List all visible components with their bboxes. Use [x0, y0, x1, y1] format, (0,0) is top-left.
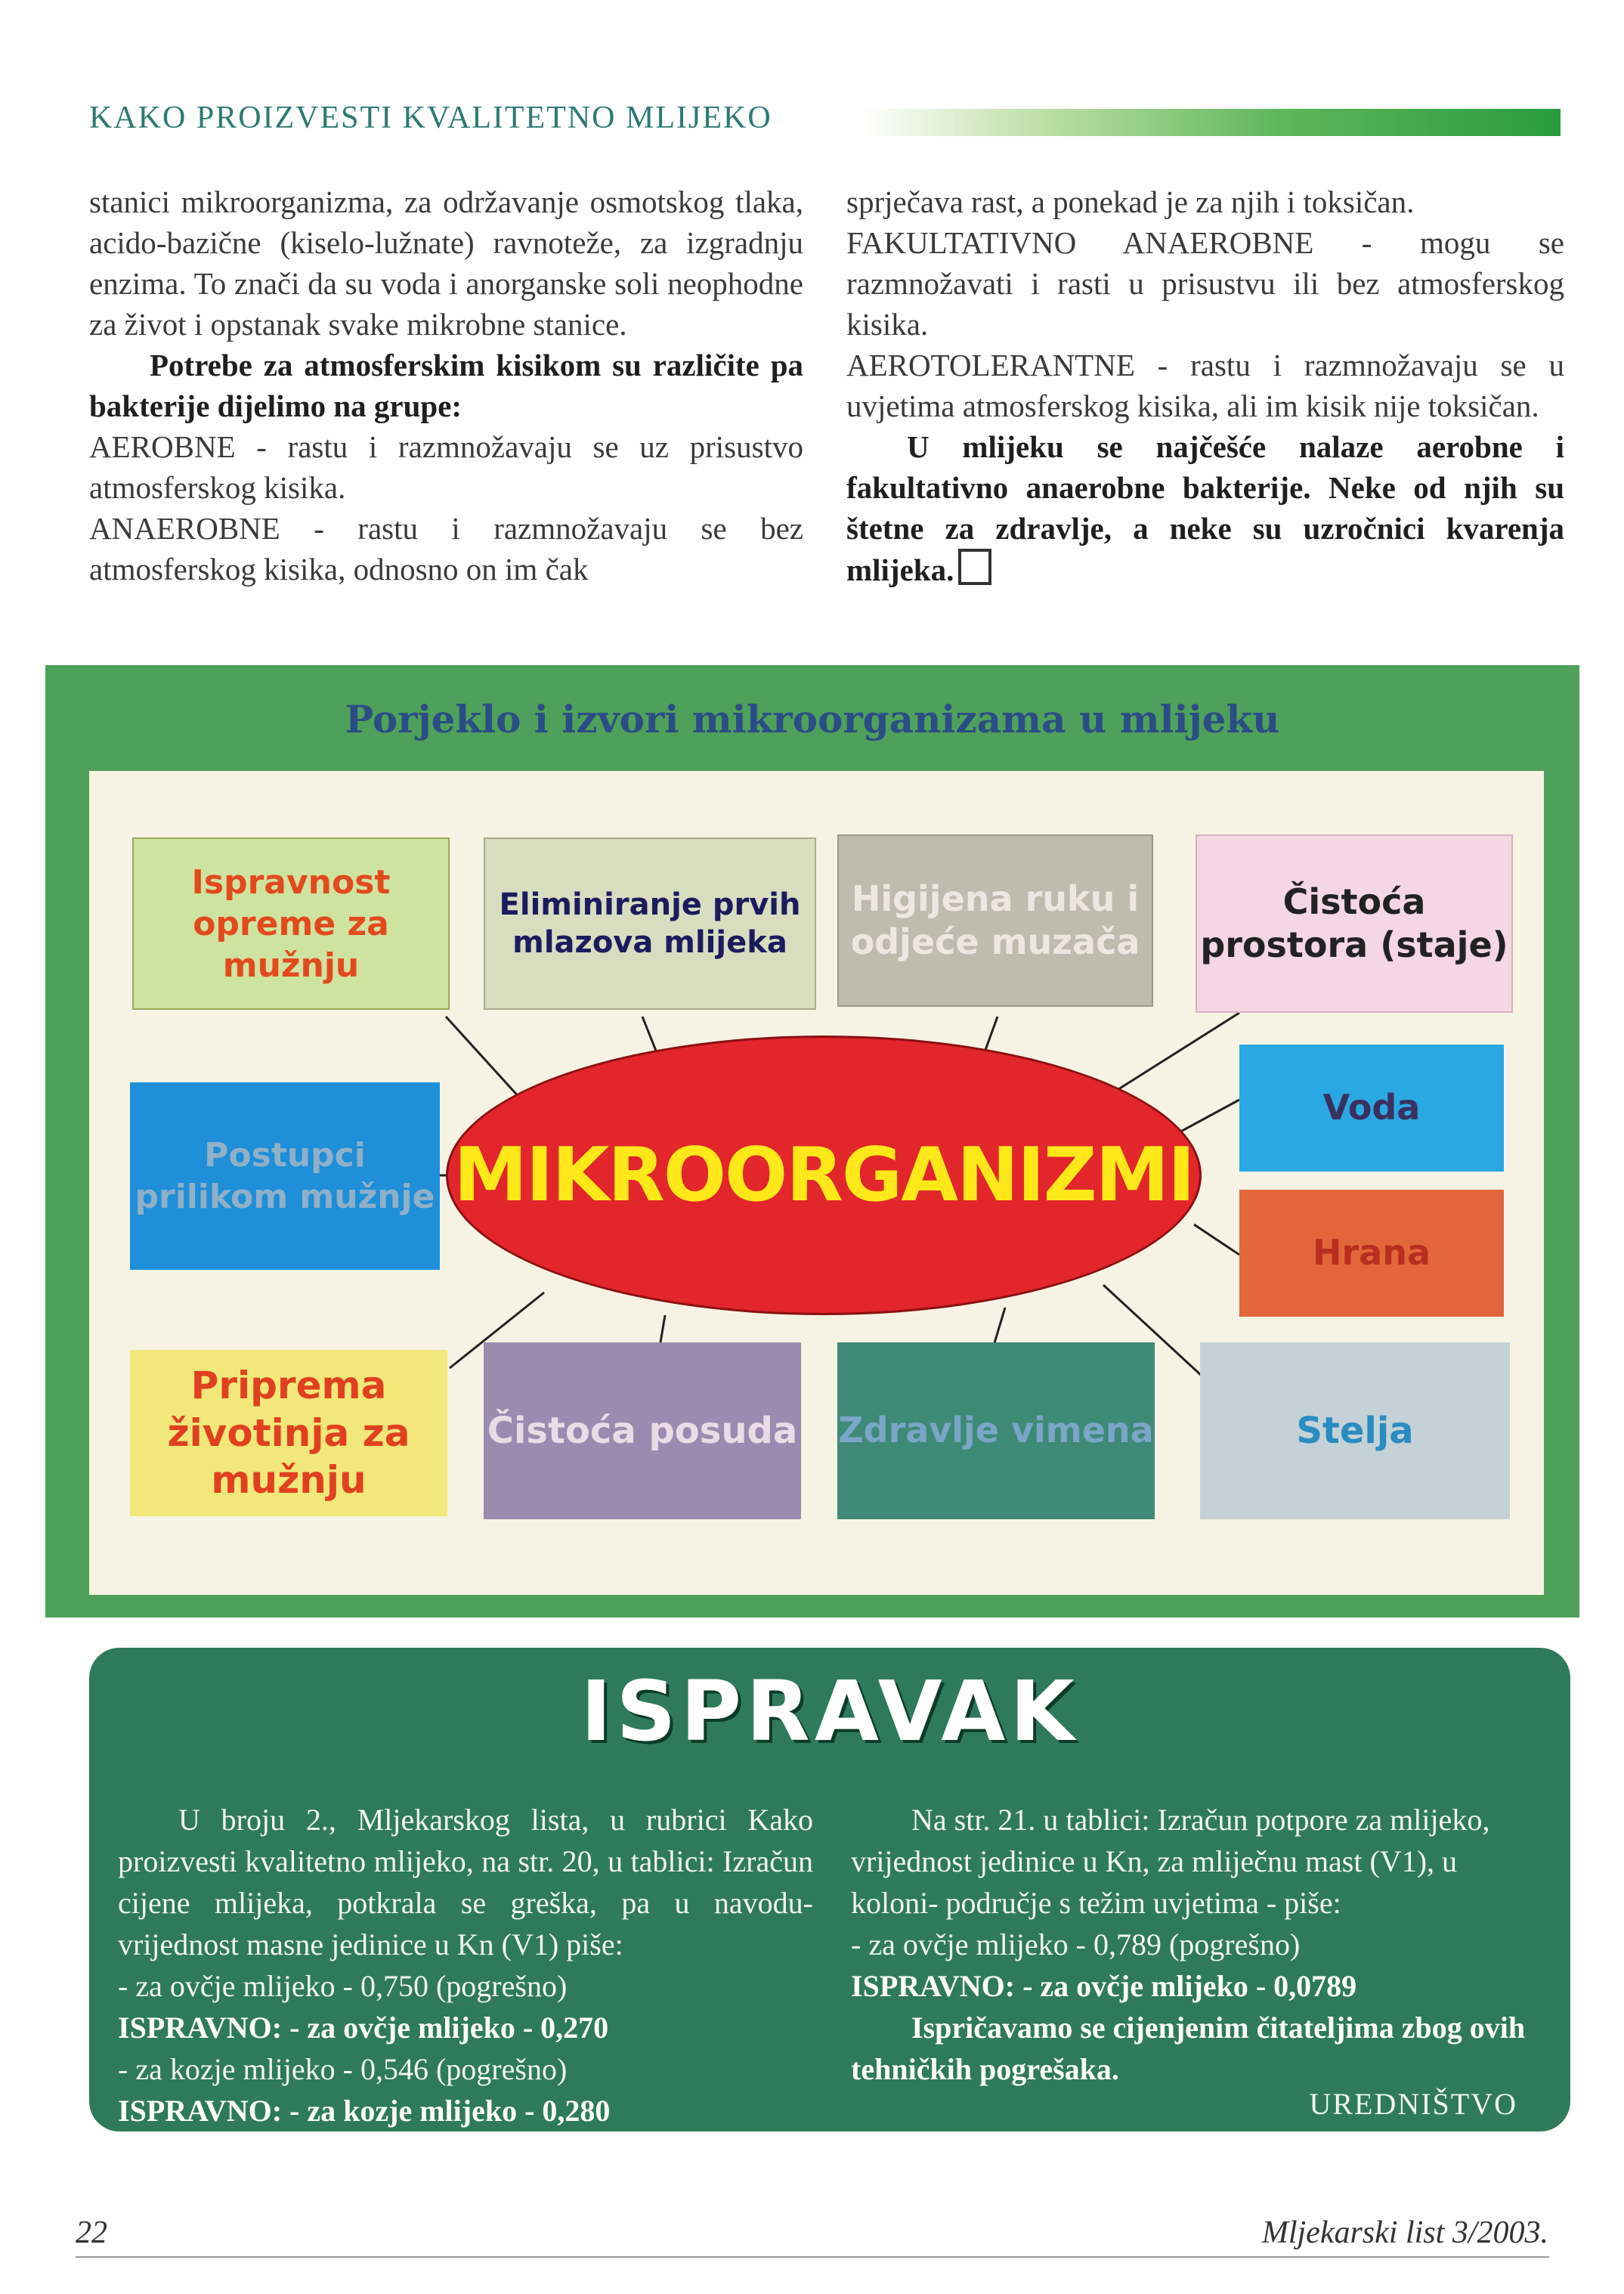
errata-correction: ISPRAVNO: - za ovčje mlijeko - 0,270 [118, 2011, 609, 2045]
errata-apology: Ispričavamo se cijenjenim čitateljima zbog ovih tehničkih pogrešaka. [851, 2011, 1526, 2086]
errata-text: - za kozje mlijeko - 0,546 (pogrešno) [118, 2052, 568, 2086]
box-eliminiranje-mlazova: Eliminiranje prvih mlazova mlijeka [484, 837, 816, 1010]
box-postupci-muznje: Postupci prilikom mužnje [130, 1082, 440, 1270]
running-header: KAKO PROIZVESTI KVALITETNO MLIJEKO [89, 101, 772, 135]
paragraph: stanici mikroorganizma, za održavanje osmotskog tlaka, acido-bazične (kiselo-lužnate) ravnoteže, za izgradnju enzima. To znači da su voda i anorganske soli neophodne za život i opstanak svake mikrobne stanice. [89, 184, 803, 342]
errata-left-column [118, 1799, 813, 2131]
diagram-title: Porjeklo i izvori mikroorganizama u mlijeku [345, 697, 1280, 741]
box-priprema-zivotinja: Priprema životinja za mužnju [130, 1350, 447, 1516]
errata-correction: ISPRAVNO: - za kozje mlijeko - 0,280 [118, 2094, 611, 2128]
errata-text: Na str. 21. u tablici: Izračun potpore za mlijeko, vrijednost jedinice u Kn, za mliječnu mast (V1), u koloni- područje s težim uvjetima - piše: [851, 1803, 1490, 1920]
paragraph: AEROBNE - rastu i razmnožavaju se uz prisustvo atmosferskog kisika. [89, 429, 803, 505]
paragraph: ANAEROBNE - rastu i razmnožavaju se bez atmosferskog kisika, odnosno on im čak [89, 511, 803, 587]
errata-text: U broju 2., Mljekarskog lista, u rubrici Kako proizvesti kvalitetno mlijeko, na str. 20, u tablici: Izračun cijene mlijeka, potkrala se greška, pa u navodu-vrijednost masne jedinice u Kn (V1) piše: [118, 1803, 813, 1961]
box-stelja: Stelja [1200, 1342, 1510, 1519]
paragraph-bold: U mlijeku se najčešće nalaze aerobne i fakultativno anaerobne bakterije. Neke od njih su štetne za zdravlje, a neke su uzročnici kvarenja mlijeka. [846, 429, 1564, 587]
page-number: 22 [76, 2215, 107, 2250]
box-hrana: Hrana [1239, 1190, 1504, 1317]
errata-title: ISPRAVAK [580, 1663, 1079, 1760]
box-cistoca-posuda: Čistoća posuda [484, 1342, 801, 1519]
journal-issue: Mljekarski list 3/2003. [1261, 2215, 1548, 2250]
errata-box [89, 1648, 1570, 2131]
box-voda: Voda [1239, 1045, 1504, 1172]
paragraph-bold: Potrebe za atmosferskim kisikom su različite pa bakterije dijelimo na grupe: [89, 348, 803, 423]
errata-correction: ISPRAVNO: - za ovčje mlijeko - 0,0789 [851, 1969, 1357, 2003]
paragraph: sprječava rast, a ponekad je za njih i toksičan. [846, 184, 1415, 219]
box-higijena-ruku: Higijena ruku i odjeće muzača [837, 834, 1153, 1007]
paragraph: AEROTOLERANTNE - rastu i razmnožavaju se u uvjetima atmosferskog kisika, ali im kisik nije toksičan. [846, 348, 1564, 423]
box-cistoca-prostora: Čistoća prostora (staje) [1196, 834, 1513, 1013]
box-zdravlje-vimena: Zdravlje vimena [837, 1342, 1155, 1519]
errata-right-column [851, 1799, 1546, 2090]
box-ispravnost-opreme: Ispravnost opreme za mužnju [132, 837, 450, 1010]
errata-text: - za ovčje mlijeko - 0,789 (pogrešno) [851, 1927, 1301, 1961]
errata-text: - za ovčje mlijeko - 0,750 (pogrešno) [118, 1969, 568, 2003]
errata-signature: UREDNIŠTVO [1309, 2087, 1517, 2121]
footer-rule [76, 2256, 1549, 2258]
paragraph: FAKULTATIVNO ANAEROBNE - mogu se razmnožavati i rasti u prisustvu ili bez atmosferskog kisika. [846, 225, 1564, 342]
center-mikroorganizmi: MIKROORGANIZMI [446, 1036, 1202, 1315]
